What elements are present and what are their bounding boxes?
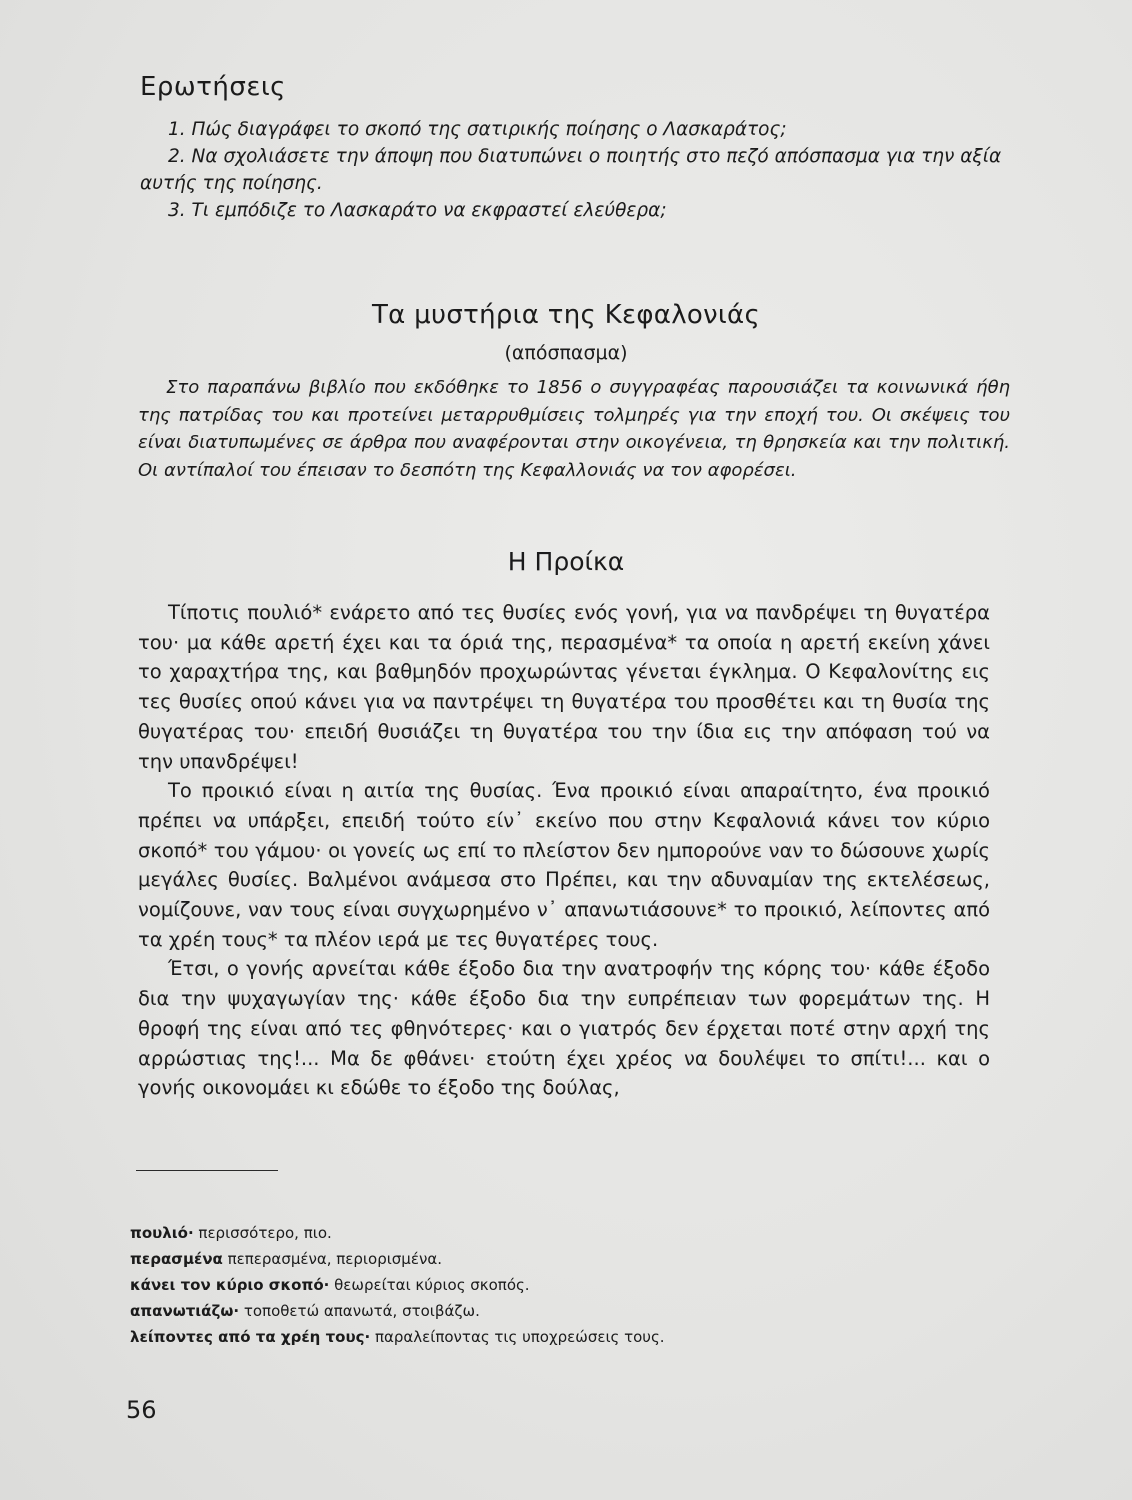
footnote xyxy=(130,1272,830,1298)
excerpt-body xyxy=(138,598,990,1103)
work-subtitle: (απόσπασμα) xyxy=(504,342,628,364)
questions-list xyxy=(140,116,1010,224)
section-title: Η Προίκα xyxy=(507,547,625,576)
footnote xyxy=(130,1220,830,1246)
work-intro: Στο παραπάνω βιβλίο που εκδόθηκε το 1856 ο συγγραφέας παρουσιάζει τα κοινωνικά ήθη της πατρίδας του και προτείνει μεταρρυθμίσεις τολμηρές για την εποχή του. Οι σκέψεις του είναι διατυπωμένες σε άρθρα που αναφέρονται στην οικογένεια, τη θρησκεία και την πολιτική. Οι αντίπαλοί του έπεισαν το δεσπότη της Κεφαλλονιάς να τον αφορέσει. xyxy=(138,377,1010,481)
excerpt-paragraph: Τίποτις πουλιό* ενάρετο από τες θυσίες ενός γονή, για να πανδρέψει τη θυγατέρα του· μα κάθε αρετή έχει και τα όριά της, περασμένα* τα οποία η αρετή εκείνη χάνει το χαραχτήρα της, και βαθμηδόν προχωρώντας γένεται έγκλημα. Ο Κεφαλονίτης εις τες θυσίες οπού κάνει για να παντρέψει τη θυγατέρα του προσθέτει και τη θυσία της θυγατέρας του· επειδή θυσιάζει τη θυγατέρα του την ίδια εις την απόφαση τού να την υπανδρέψει! xyxy=(138,601,990,773)
footnotes xyxy=(130,1220,830,1350)
work-title: Τα μυστήρια της Κεφαλονιάς xyxy=(371,300,761,330)
footnote-term: λείποντες από τα χρέη τους· xyxy=(130,1328,371,1346)
page-number: 56 xyxy=(126,1396,157,1424)
footnote-term: απανωτιάζω· xyxy=(130,1302,240,1320)
footnote xyxy=(130,1246,830,1272)
footnote-term: πουλιό· xyxy=(130,1224,194,1242)
questions-heading: Ερωτήσεις xyxy=(140,72,286,102)
footnote-definition: θεωρείται κύριος σκοπός. xyxy=(329,1276,530,1294)
excerpt-paragraph: Το προικιό είναι η αιτία της θυσίας. Ένα προικιό είναι απαραίτητο, ένα προικιό πρέπει να υπάρξει, επειδή τούτο είν᾽ εκείνο που στην Κεφαλονιά κάνει τον κύριο σκοπό* του γάμου· οι γονείς ως επί το πλείστον δεν ημπορούνε ναν το δώσουνε χωρίς μεγάλες θυσίες. Βαλμένοι ανάμεσα στο Πρέπει, και την αδυναμίαν της εκτελέσεως, νομίζουνε, ναν τους είναι συγχωρημένο ν᾽ απανωτιάσουνε* το προικιό, λείποντες από τα χρέη τους* τα πλέον ιερά με τες θυγατέρες τους. xyxy=(138,779,990,951)
footnote-definition: περισσότερο, πιο. xyxy=(193,1224,332,1242)
footnote-term: περασμένα xyxy=(130,1250,223,1268)
footnote-definition: παραλείποντας τις υποχρεώσεις τους. xyxy=(370,1328,665,1346)
footnote-divider xyxy=(136,1170,278,1171)
footnote-definition: τοποθετώ απανωτά, στοιβάζω. xyxy=(239,1302,480,1320)
excerpt-paragraph: Έτσι, ο γονής αρνείται κάθε έξοδο δια την ανατροφήν της κόρης του· κάθε έξοδο δια την ψυχαγωγίαν της· κάθε έξοδο δια την ευπρέπειαν των φορεμάτων της. Η θροφή της είναι από τες φθηνότερες· και ο γιατρός δεν έρχεται ποτέ στην αρχή της αρρώστιας της!... Μα δε φθάνει· ετούτη έχει χρέος να δουλέψει το σπίτι!... και ο γονής οικονομάει κι εδώθε το έξοδο της δούλας, xyxy=(138,957,990,1100)
question-item: 3. Τι εμπόδιζε το Λασκαράτο να εκφραστεί ελεύθερα; xyxy=(168,200,667,221)
question-item: 1. Πώς διαγράφει το σκοπό της σατιρικής ποίησης ο Λασκαράτος; xyxy=(168,119,787,140)
footnote-definition: πεπερασμένα, περιορισμένα. xyxy=(222,1250,442,1268)
footnote xyxy=(130,1298,830,1324)
footnote-term: κάνει τον κύριο σκοπό· xyxy=(130,1276,330,1294)
footnote xyxy=(130,1324,830,1350)
question-item: 2. Να σχολιάσετε την άποψη που διατυπώνει ο ποιητής στο πεζό απόσπασμα για την αξία αυτής της ποίησης. xyxy=(140,146,1002,194)
